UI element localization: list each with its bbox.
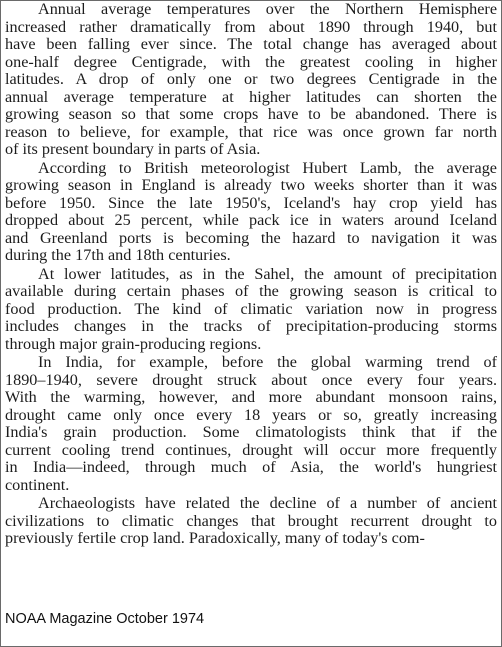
text-line: before 1950. Since the late 1950's, Iceland's hay crop yield has <box>5 193 497 212</box>
text-line: of its present boundary in parts of Asia. <box>5 140 261 158</box>
text-line: continent. <box>5 475 70 494</box>
text-line: Archaeologists have related the decline of a number of ancient <box>38 494 497 512</box>
source-footer: NOAA Magazine October 1974 <box>5 611 205 627</box>
text-line: With the warming, however, and more abundant monsoon rains, <box>5 388 497 406</box>
text-line: India's grain production. Some climatologists think that if the <box>5 423 497 441</box>
paragraph <box>5 160 497 265</box>
text-line: during the 17th and 18th centuries. <box>5 246 231 264</box>
text-line: civilizations to climatic changes that brought recurrent drought to <box>5 511 497 530</box>
article-body <box>5 1 497 548</box>
paragraph <box>5 354 497 494</box>
text-line: growing season in England is already two weeks shorter than it was <box>5 176 497 194</box>
text-line: previously fertile crop land. Paradoxically, many of today's com- <box>5 529 425 547</box>
text-line: At lower latitudes, as in the Sahel, the amount of precipitation <box>38 264 497 283</box>
paragraph <box>5 266 497 354</box>
text-line: available during certain phases of the growing season is critical to <box>5 282 497 300</box>
text-line: includes changes in the tracks of precipitation-producing storms <box>5 317 497 335</box>
text-line: in India—indeed, through much of Asia, the world's hungriest <box>5 458 497 476</box>
text-line: latitudes. A drop of only one or two degrees Centigrade in the <box>5 70 497 88</box>
text-line: dropped about 25 percent, while pack ice in waters around Iceland <box>5 211 497 229</box>
paragraph <box>5 1 497 159</box>
text-line: have been falling ever since. The total change has averaged about <box>5 35 497 53</box>
text-line: growing season so that some crops have to be abandoned. There is <box>5 105 497 123</box>
text-line: In India, for example, before the global warming trend of <box>38 353 497 371</box>
text-line: through major grain-producing regions. <box>5 334 262 353</box>
text-line: increased rather dramatically from about 1890 through 1940, but <box>5 17 497 36</box>
text-line: food production. The kind of climatic variation now in progress <box>5 299 497 318</box>
text-line: current cooling trend continues, drought will occur more frequently <box>5 440 497 459</box>
text-line: and Greenland ports is becoming the hazard to navigation it was <box>5 228 497 247</box>
text-line: Annual average temperatures over the Northern Hemisphere <box>38 0 497 18</box>
text-line: reason to believe, for example, that rice was once grown far north <box>5 122 497 141</box>
text-line: annual average temperature at higher latitudes can shorten the <box>5 87 497 106</box>
text-line: one-half degree Centigrade, with the greatest cooling in higher <box>5 52 497 71</box>
paragraph <box>5 495 497 548</box>
text-line: drought came only once every 18 years or so, greatly increasing <box>5 405 497 424</box>
text-line: 1890–1940, severe drought struck about once every four years. <box>5 370 497 389</box>
text-line: According to British meteorologist Hubert Lamb, the average <box>38 158 497 177</box>
